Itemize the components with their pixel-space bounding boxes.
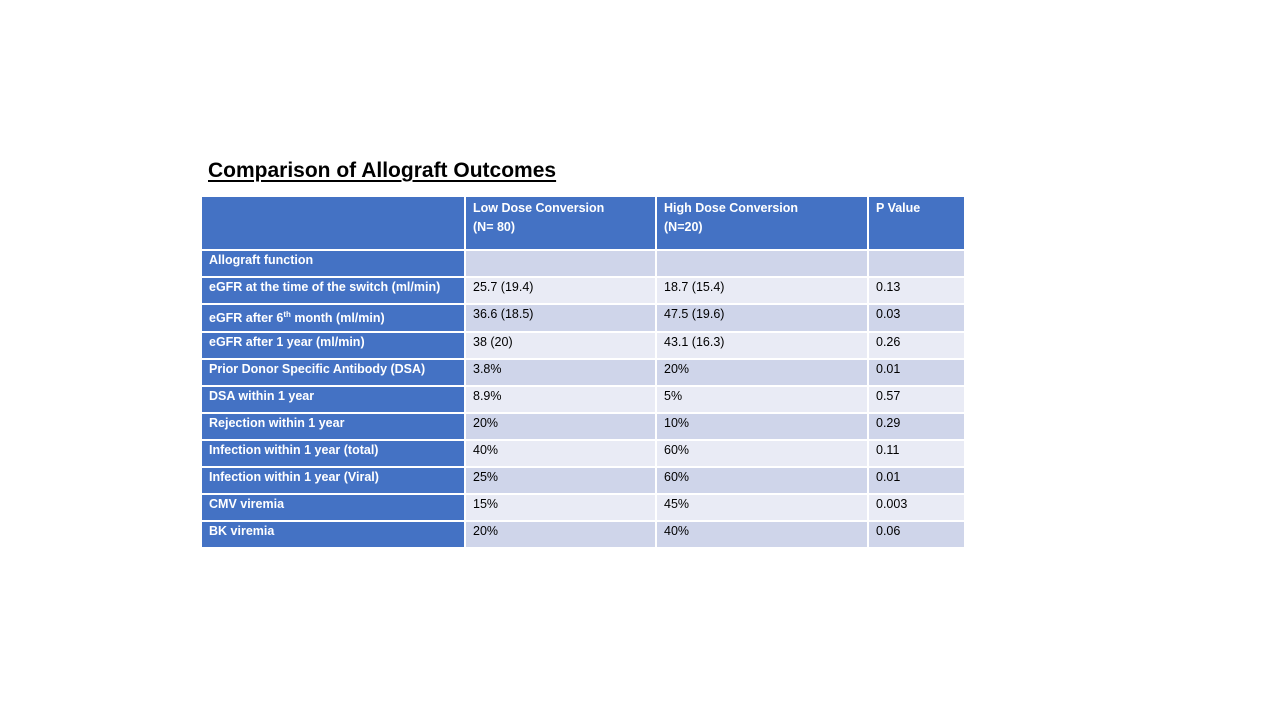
high-dose-value: 18.7 (15.4) [656, 277, 868, 304]
low-dose-value: 3.8% [465, 359, 656, 386]
row-label: BK viremia [202, 521, 465, 547]
row-label-text-rest: month (ml/min) [290, 311, 385, 326]
table-row [202, 304, 964, 332]
high-dose-value: 45% [656, 494, 868, 521]
header-p-value-title: P Value [876, 201, 921, 215]
high-dose-value: 10% [656, 413, 868, 440]
p-value: 0.01 [868, 359, 964, 386]
header-empty-cell [202, 197, 465, 250]
p-value: 0.06 [868, 521, 964, 547]
low-dose-value: 36.6 (18.5) [465, 304, 656, 332]
high-dose-value: 43.1 (16.3) [656, 332, 868, 359]
row-label [202, 304, 465, 332]
p-value: 0.26 [868, 332, 964, 359]
row-label: Infection within 1 year (Viral) [202, 467, 465, 494]
low-dose-value: 38 (20) [465, 332, 656, 359]
table-row [202, 386, 964, 413]
low-dose-value: 20% [465, 413, 656, 440]
slide-title: Comparison of Allograft Outcomes [208, 159, 557, 182]
p-value: 0.03 [868, 304, 964, 332]
table-row [202, 467, 964, 494]
p-value: 0.003 [868, 494, 964, 521]
low-dose-value: 40% [465, 440, 656, 467]
row-label: eGFR at the time of the switch (ml/min) [202, 277, 465, 304]
row-label-text: eGFR after 6 [209, 311, 284, 326]
low-dose-value: 20% [465, 521, 656, 547]
row-label-superscript: th [283, 310, 291, 319]
header-low-dose-title: Low Dose Conversion [473, 201, 605, 215]
p-value: 0.11 [868, 440, 964, 467]
header-high-dose [656, 197, 868, 250]
low-dose-value: 15% [465, 494, 656, 521]
low-dose-value: 25.7 (19.4) [465, 277, 656, 304]
table-row [202, 277, 964, 304]
p-value: 0.57 [868, 386, 964, 413]
table-row [202, 440, 964, 467]
row-label: Prior Donor Specific Antibody (DSA) [202, 359, 465, 386]
outcomes-table [202, 197, 964, 547]
table-row [202, 413, 964, 440]
high-dose-value: 47.5 (19.6) [656, 304, 868, 332]
p-value: 0.13 [868, 277, 964, 304]
high-dose-value: 40% [656, 521, 868, 547]
row-label: CMV viremia [202, 494, 465, 521]
table-row [202, 332, 964, 359]
high-dose-value: 5% [656, 386, 868, 413]
p-value: 0.01 [868, 467, 964, 494]
p-value: 0.29 [868, 413, 964, 440]
header-low-dose-n: (N= 80) [473, 220, 516, 234]
row-label: eGFR after 1 year (ml/min) [202, 332, 465, 359]
header-p-value [868, 197, 964, 250]
header-low-dose [465, 197, 656, 250]
high-dose-value [656, 250, 868, 277]
table-row [202, 250, 964, 277]
header-high-dose-title: High Dose Conversion [664, 201, 799, 215]
table-row [202, 494, 964, 521]
row-label: Rejection within 1 year [202, 413, 465, 440]
high-dose-value: 60% [656, 467, 868, 494]
table-header-row [202, 197, 964, 250]
low-dose-value [465, 250, 656, 277]
p-value [868, 250, 964, 277]
table-row [202, 521, 964, 547]
row-label: DSA within 1 year [202, 386, 465, 413]
header-high-dose-n: (N=20) [664, 220, 703, 234]
high-dose-value: 20% [656, 359, 868, 386]
low-dose-value: 8.9% [465, 386, 656, 413]
row-label: Allograft function [202, 250, 465, 277]
table-row [202, 359, 964, 386]
row-label: Infection within 1 year (total) [202, 440, 465, 467]
high-dose-value: 60% [656, 440, 868, 467]
low-dose-value: 25% [465, 467, 656, 494]
